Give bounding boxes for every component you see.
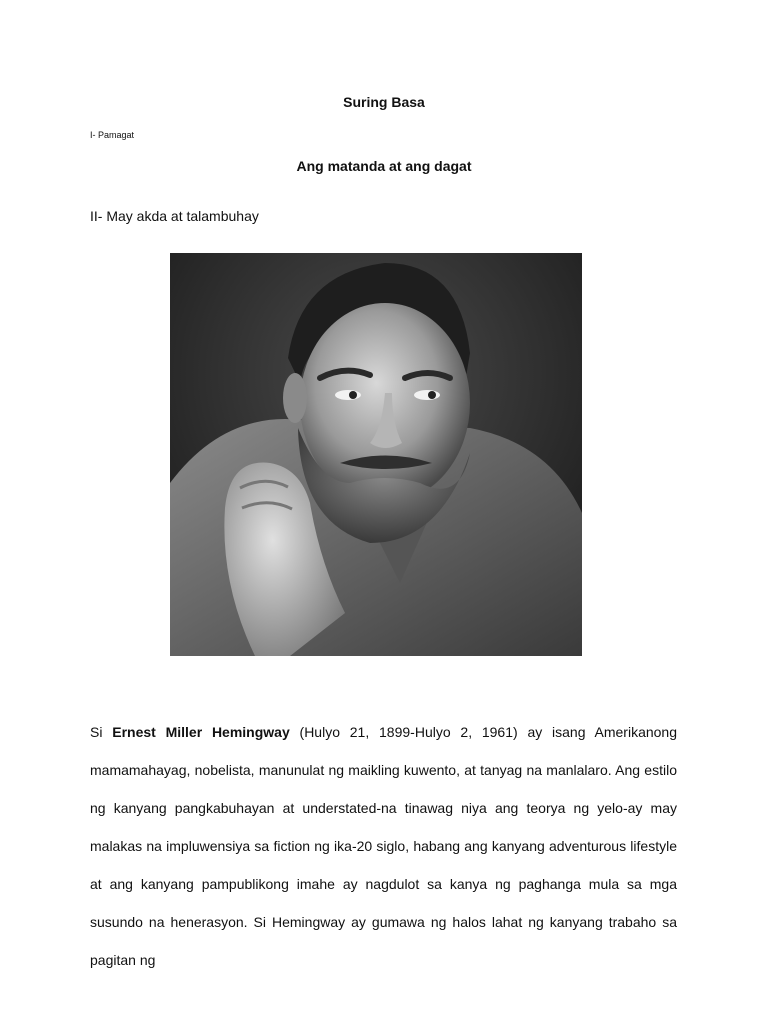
section-2-label: II- May akda at talambuhay (90, 208, 259, 224)
body-text: (Hulyo 21, 1899-Hulyo 2, 1961) ay isang Amerikanong mamamahayag, nobelista, manunulat ng maikling kuwento, at tanyag na manlalaro. Ang estilo ng kanyang pangkabuhayan at understated-na tinawag niya ang teorya ng yelo-ay may malakas na impluwensiya sa fiction ng ika-20 siglo, habang ang kanyang adventurous lifestyle at ang kanyang pampublikong imahe ay nagdulot sa kanya ng paghanga mula sa mga susundo na henerasyon. Si Hemingway ay gumawa ng halos lahat ng kanyang trabaho sa pagitan ng (90, 724, 677, 968)
section-1-label: I- Pamagat (90, 130, 135, 140)
author-biography-paragraph (90, 713, 677, 979)
book-title: Ang matanda at ang dagat (296, 158, 472, 174)
author-portrait-image (170, 253, 582, 656)
author-name: Ernest Miller Hemingway (112, 724, 290, 740)
body-prefix: Si (90, 724, 113, 740)
document-title: Suring Basa (343, 94, 425, 110)
